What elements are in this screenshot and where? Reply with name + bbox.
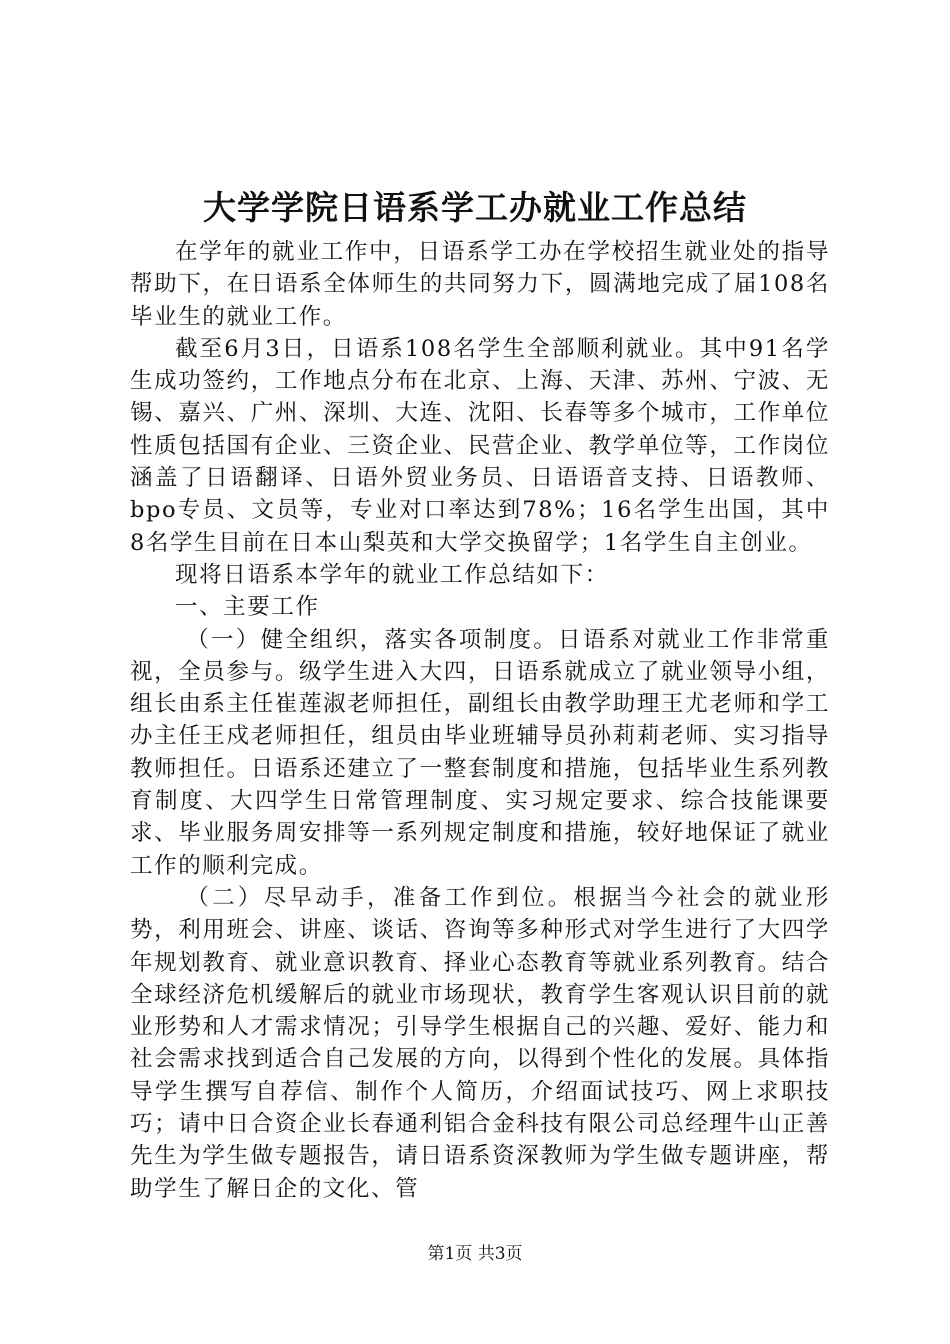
paragraph-preparation: （二）尽早动手，准备工作到位。根据当今社会的就业形势，利用班会、讲座、谈话、咨询等多种形式对学生进行了大四学年规划教育、就业意识教育、择业心态教育等就业系列教育。结合全球经济危机缓解后的就业市场现状，教育学生客观认识目前的就业形势和人才需求情况；引导学生根据自己的兴趣、爱好、能力和社会需求找到适合自己发展的方向，以得到个性化的发展。具体指导学生撰写自荐信、制作个人简历，介绍面试技巧、网上求职技巧；请中日合资企业长春通利铝合金科技有限公司总经理牛山正善先生为学生做专题报告，请日语系资深教师为学生做专题讲座，帮助学生了解日企的文化、管	[130, 884, 830, 1202]
page-number-footer: 第1页 共3页	[427, 1244, 523, 1264]
paragraph-organization: （一）健全组织，落实各项制度。日语系对就业工作非常重视，全员参与。级学生进入大四，日语系就成立了就业领导小组，组长由系主任崔莲淑老师担任，副组长由教学助理王尤老师和学工办主任王戍老师担任，组员由毕业班辅导员孙莉莉老师、实习指导教师担任。日语系还建立了一整套制度和措施，包括毕业生系列教育制度、大四学生日常管理制度、实习规定要求、综合技能课要求、毕业服务周安排等一系列规定制度和措施，较好地保证了就业工作的顺利完成。	[130, 626, 830, 879]
paragraph-employment-stats: 截至6月3日，日语系108名学生全部顺利就业。其中91名学生成功签约，工作地点分布在北京、上海、天津、苏州、宁波、无锡、嘉兴、广州、深圳、大连、沈阳、长春等多个城市，工作单位性质包括国有企业、三资企业、民营企业、教学单位等，工作岗位涵盖了日语翻译、日语外贸业务员、日语语音支持、日语教师、bpo专员、文员等，专业对口率达到78%；16名学生出国，其中8名学生目前在日本山梨英和大学交换留学；1名学生自主创业。	[130, 335, 830, 556]
document-body	[130, 236, 830, 1205]
document-title: 大学学院日语系学工办就业工作总结	[203, 188, 747, 227]
section-heading-main-work: 一、主要工作	[175, 594, 320, 621]
paragraph-intro: 在学年的就业工作中，日语系学工办在学校招生就业处的指导帮助下，在日语系全体师生的共同努力下，圆满地完成了届108名毕业生的就业工作。	[130, 239, 830, 330]
paragraph-summary-lead: 现将日语系本学年的就业工作总结如下：	[175, 561, 609, 588]
